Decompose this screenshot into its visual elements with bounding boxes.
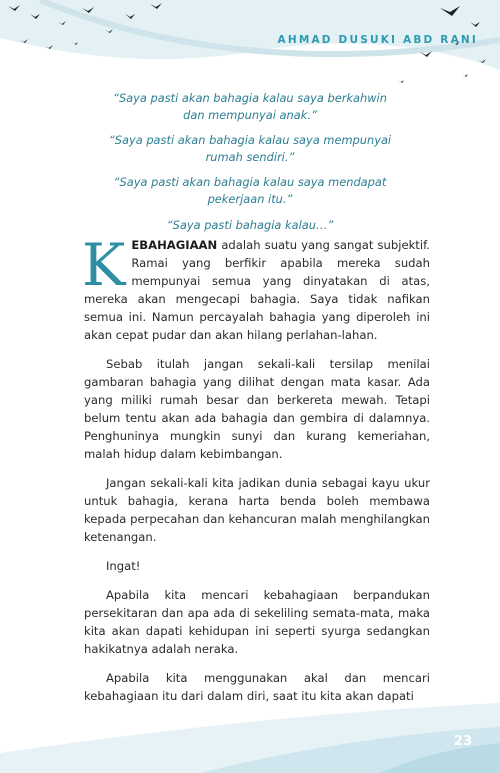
- quote-1: [0, 90, 500, 123]
- body-text: [82, 231, 430, 716]
- quote-line: “Saya pasti akan bahagia kalau saya berkahwin: [113, 91, 387, 105]
- quote-line: pekerjaan itu.”: [207, 191, 293, 206]
- quote-line: “Saya pasti akan bahagia kalau saya mempunyai: [108, 133, 392, 148]
- quote-line: “Saya pasti akan bahagia kalau saya mendapat: [113, 175, 387, 190]
- paragraph-3: Jangan sekali-kali kita jadikan dunia sebagai kayu ukur untuk bahagia, kerana harta benda boleh membawa kepada perpecahan dan kehancuran malah menghilangkan ketenangan.: [84, 476, 430, 544]
- running-header-author: AHMAD DUSUKI ABD RANI: [277, 34, 478, 46]
- quote-line: rumah sendiri.”: [205, 149, 295, 164]
- paragraph-6: Apabila kita menggunakan akal dan mencari kebahagiaan itu dari dalam diri, saat itu kita akan dapati: [84, 671, 430, 703]
- dropcap-letter: K: [82, 231, 126, 299]
- opening-quotes: [0, 90, 500, 242]
- quote-line: “Saya pasti bahagia kalau…”: [166, 217, 334, 232]
- quote-line: dan mempunyai anak.”: [183, 107, 317, 122]
- paragraph-2: Sebab itulah jangan sekali-kali tersilap menilai gambaran bahagia yang dilihat dengan mata kasar. Ada yang miliki rumah besar dan berkereta mewah. Tetapi belum tentu akan ada bahagia dan gembira di dalamnya. Penghuninya mungkin sunyi dan kurang kemeriahan, malah hidup dalam kebimbangan.: [84, 357, 430, 461]
- page-number: 23: [453, 734, 472, 749]
- lead-word: EBAHAGIAAN: [131, 238, 218, 252]
- paragraph-1: [82, 231, 430, 344]
- paragraph-5: Apabila kita mencari kebahagiaan berpandukan persekitaran dan apa ada di sekeliling semata-mata, maka kita akan dapati kehidupan ini seperti syurga sedangkan hakikatnya adalah neraka.: [84, 588, 430, 656]
- bird-icon: [398, 80, 404, 83]
- bottom-decoration: [0, 693, 500, 773]
- paragraph-1-text: adalah suatu yang sangat subjektif. Ramai yang berfikir apabila mereka sudah mempunyai semua yang dinyatakan di atas, mereka akan mengecapi bahagia. Saya tidak nafikan semua ini. Namun percayalah bahagia yang diperoleh ini akan cepat pudar dan akan hilang perlahan-lahan.: [84, 238, 430, 342]
- paragraph-4: Ingat!: [106, 559, 141, 573]
- quote-2: [0, 132, 500, 165]
- quote-4: [0, 217, 500, 234]
- bird-icon: [462, 74, 468, 77]
- quote-3: [0, 174, 500, 207]
